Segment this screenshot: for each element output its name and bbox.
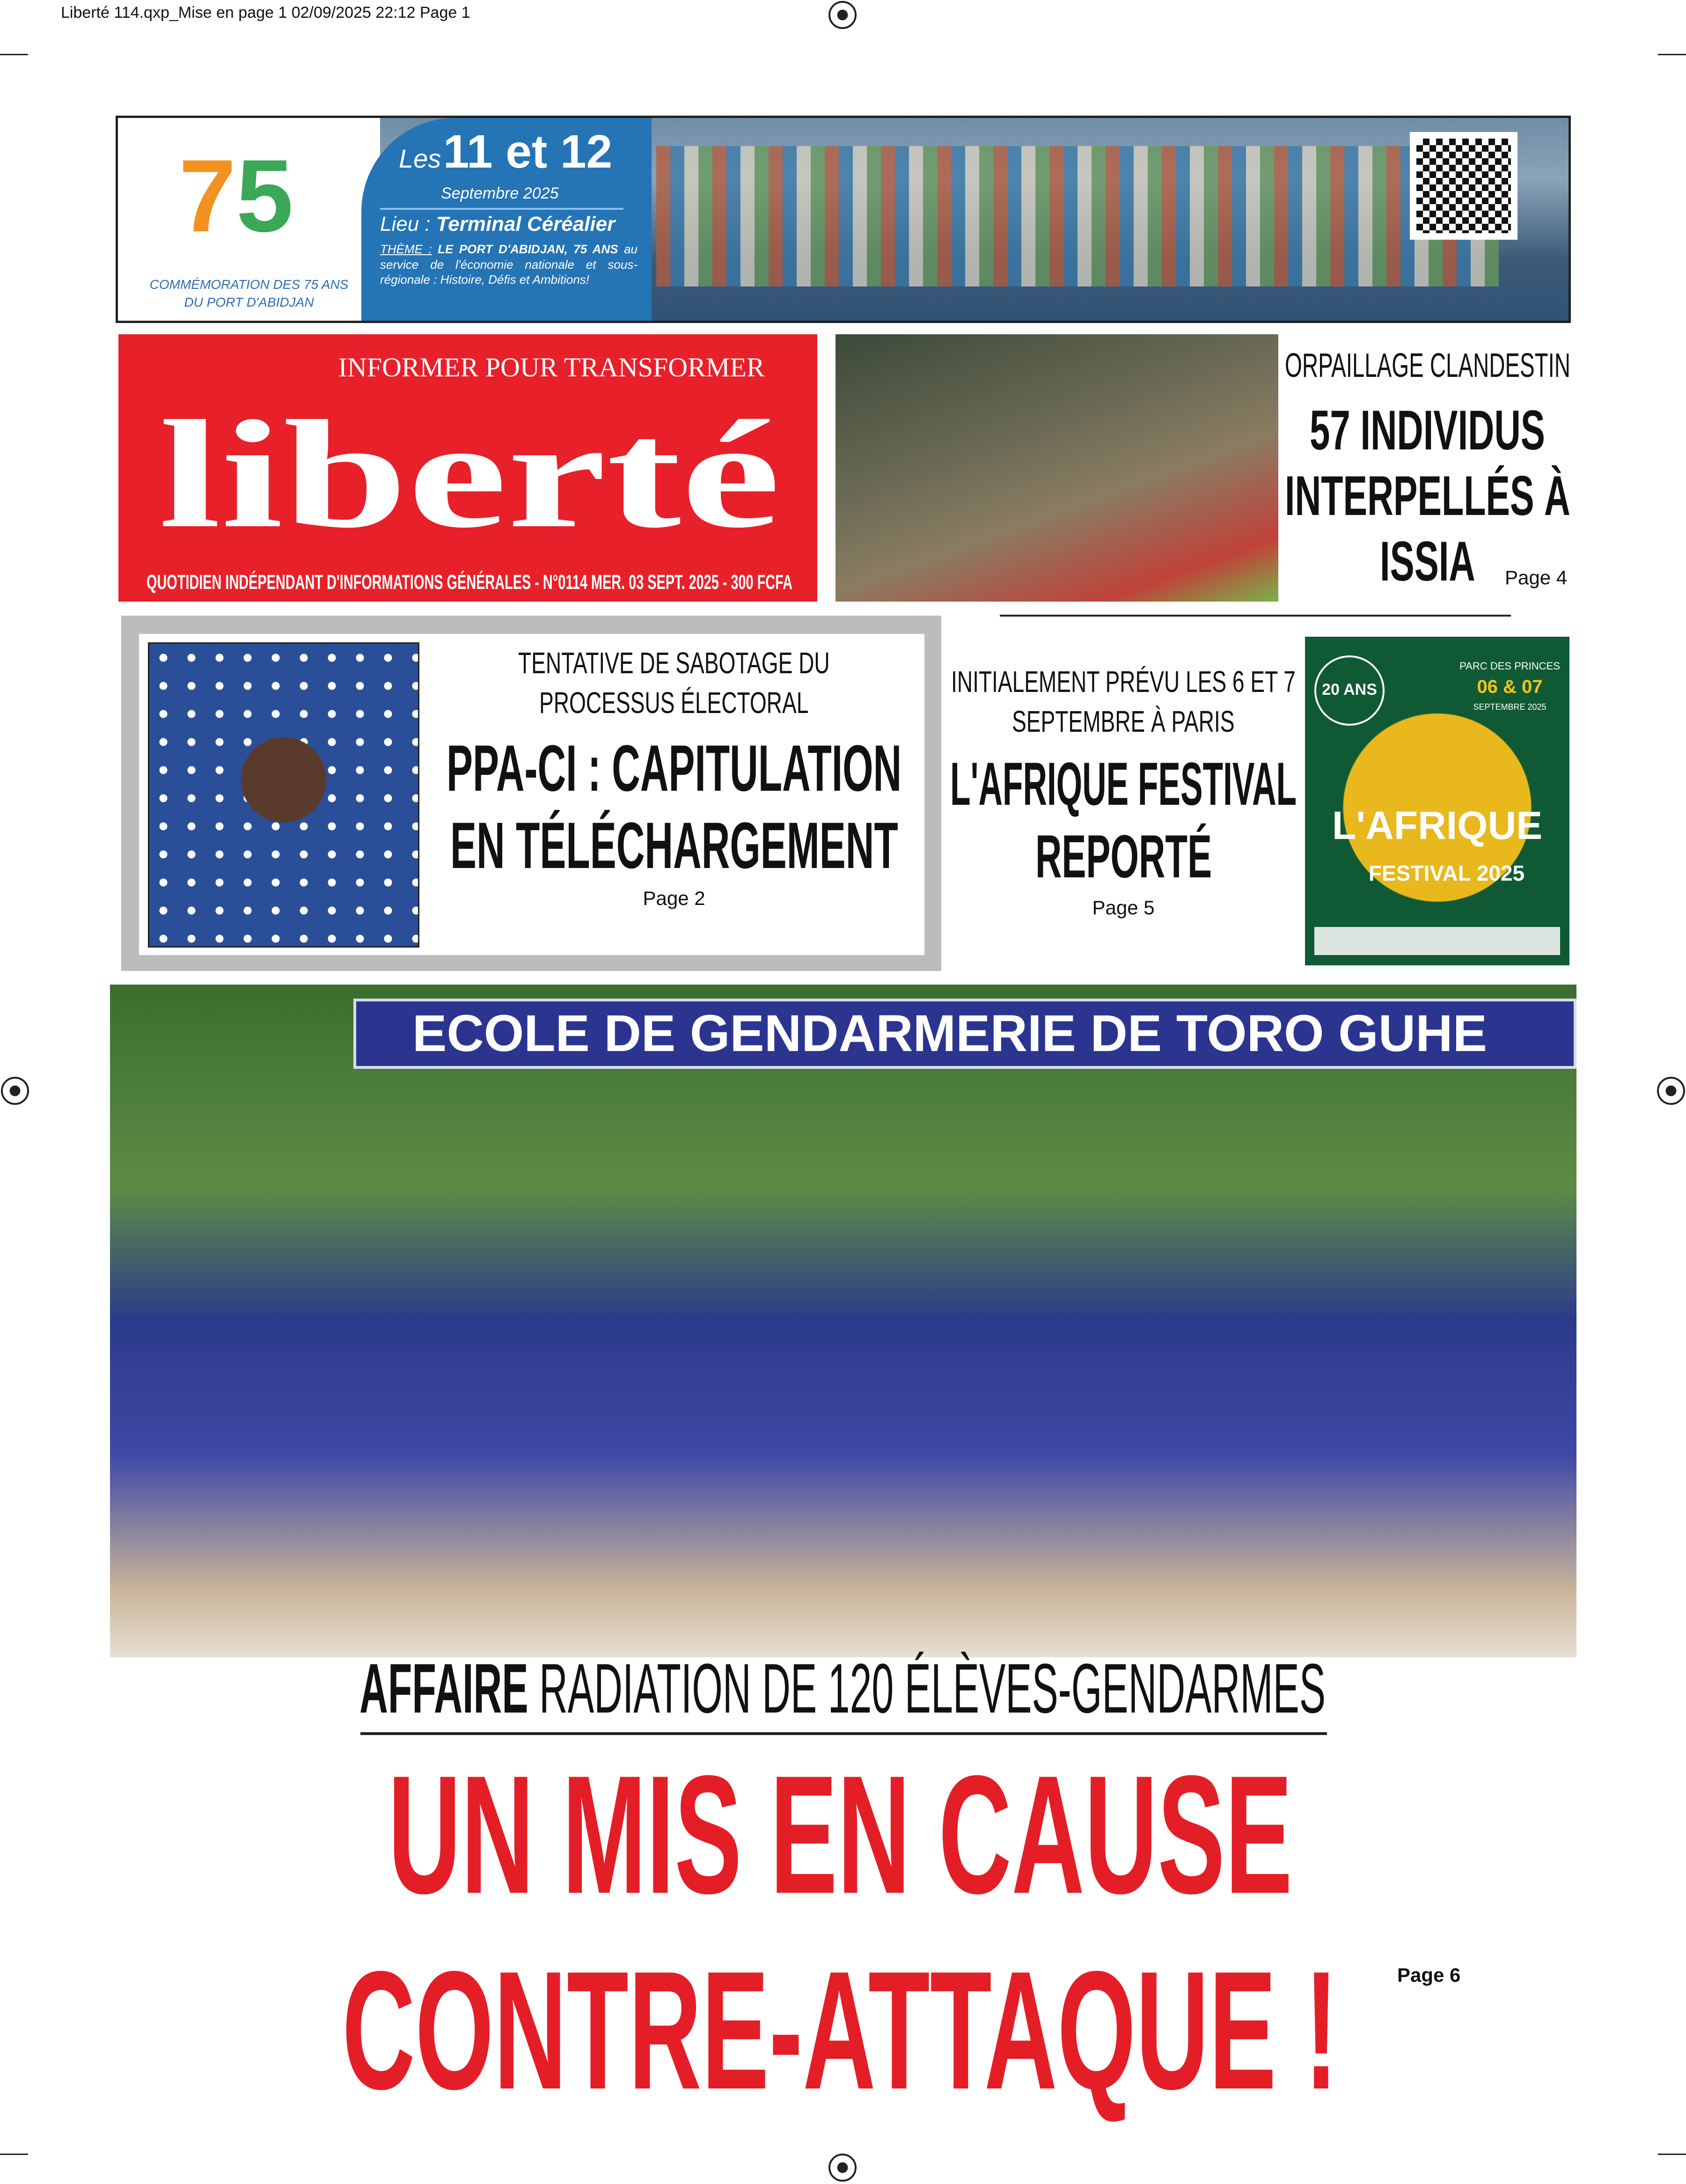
sponsor-logos xyxy=(1314,927,1560,955)
port-abidjan-ad xyxy=(116,116,1571,323)
logo-caption-2: DU PORT D'ABIDJAN xyxy=(184,295,314,309)
kicker: PROCESSUS ÉLECTORAL xyxy=(539,686,809,720)
school-gate-sign xyxy=(353,999,1576,1069)
divider xyxy=(360,1732,1327,1735)
crop-mark xyxy=(0,54,28,55)
headline-line: CONTRE-ATTAQUE ! xyxy=(342,1936,1338,2125)
headline-line: REPORTÉ xyxy=(1035,822,1212,890)
story-ppa[interactable] xyxy=(426,646,922,913)
page-ref: Page 4 xyxy=(1505,566,1568,588)
headline-line: INTERPELLÉS À xyxy=(1285,464,1570,527)
story-orpaillage[interactable] xyxy=(1285,346,1570,599)
crop-mark xyxy=(0,2154,28,2155)
headline-line: PPA-CI : CAPITULATION xyxy=(447,731,902,805)
registration-mark-icon xyxy=(1,1077,29,1105)
gate-sign-text: ECOLE DE GENDARMERIE DE TORO GUHE xyxy=(412,1005,1487,1062)
festival-dates: 06 & 07 xyxy=(1477,677,1543,697)
75-logo: 75 xyxy=(179,138,293,253)
divider xyxy=(380,208,623,210)
registration-mark-icon xyxy=(828,1,857,29)
liberte-logo: liberté xyxy=(158,389,781,560)
kicker: SEPTEMBRE À PARIS xyxy=(1012,705,1235,738)
dates-prefix: Les xyxy=(399,144,441,173)
festival-month: SEPTEMBRE 2025 xyxy=(1473,702,1547,712)
crop-mark xyxy=(1658,2154,1686,2155)
edition-info: QUOTIDIEN INDÉPENDANT D'INFORMATIONS GÉNÉRALES - N°0114 MER. 03 SEPT. 2025 - 300 FCFA xyxy=(147,571,792,594)
headline-line: L'AFRIQUE FESTIVAL xyxy=(950,750,1297,818)
ad-logo-area xyxy=(118,118,380,323)
story-afrique[interactable] xyxy=(950,665,1297,927)
lieu: Terminal Céréalier xyxy=(436,213,616,235)
ad-info-panel xyxy=(361,118,652,323)
main-kicker xyxy=(359,1648,1326,1729)
port-photo xyxy=(656,146,1499,287)
gendarmerie-school-photo xyxy=(110,985,1576,1657)
kicker: RADIATION DE 120 ÉLÈVES-GENDARMES xyxy=(539,1649,1326,1728)
dates: 11 et 12 xyxy=(443,125,613,178)
headline-line: ISSIA xyxy=(1380,530,1475,593)
poster-title: L'AFRIQUE xyxy=(1332,803,1543,847)
headline-line: UN MIS EN CAUSE xyxy=(388,1741,1293,1929)
print-slug: Liberté 114.qxp_Mise en page 1 02/09/2025 22:12 Page 1 xyxy=(61,4,470,22)
politician-photo xyxy=(148,642,419,948)
kicker: ORPAILLAGE CLANDESTIN xyxy=(1285,347,1570,384)
page-ref: Page 2 xyxy=(643,887,705,909)
registration-mark-icon xyxy=(828,2154,857,2182)
registration-mark-icon xyxy=(1657,1077,1685,1105)
anniversary-badge: 20 ANS xyxy=(1314,655,1385,726)
page-ref: Page 6 xyxy=(1397,1964,1461,1986)
crop-mark xyxy=(1658,54,1686,55)
qr-code xyxy=(1410,132,1517,240)
page-ref: Page 5 xyxy=(1092,897,1155,919)
lieu-label: Lieu : xyxy=(380,213,431,235)
logo-caption: COMMÉMORATION DES 75 ANS xyxy=(149,277,349,292)
kicker: INITIALEMENT PRÉVU LES 6 ET 7 xyxy=(951,665,1296,699)
divider xyxy=(1000,615,1511,617)
venue: PARC DES PRINCES xyxy=(1459,660,1560,672)
theme-bold: LE PORT D'ABIDJAN, 75 ANS xyxy=(438,242,618,256)
month: Septembre 2025 xyxy=(441,184,559,202)
kicker: TENTATIVE DE SABOTAGE DU xyxy=(518,646,830,680)
kicker-bold: AFFAIRE xyxy=(359,1649,528,1728)
headline-line: 57 INDIVIDUS xyxy=(1310,399,1546,462)
masthead xyxy=(118,334,817,602)
theme-label: THÈME : xyxy=(380,242,432,256)
headline-line: EN TÉLÉCHARGEMENT xyxy=(450,809,898,882)
theme: au service de l'économie nationale et sous-régionale : Histoire, Défis et Ambitions! xyxy=(380,242,638,287)
main-story[interactable] xyxy=(300,1738,1381,2131)
afrique-festival-poster xyxy=(1305,637,1569,965)
poster-subtitle: FESTIVAL 2025 xyxy=(1368,861,1525,885)
tagline: INFORMER POUR TRANSFORMER xyxy=(338,352,765,382)
orpaillage-photo xyxy=(836,334,1278,602)
